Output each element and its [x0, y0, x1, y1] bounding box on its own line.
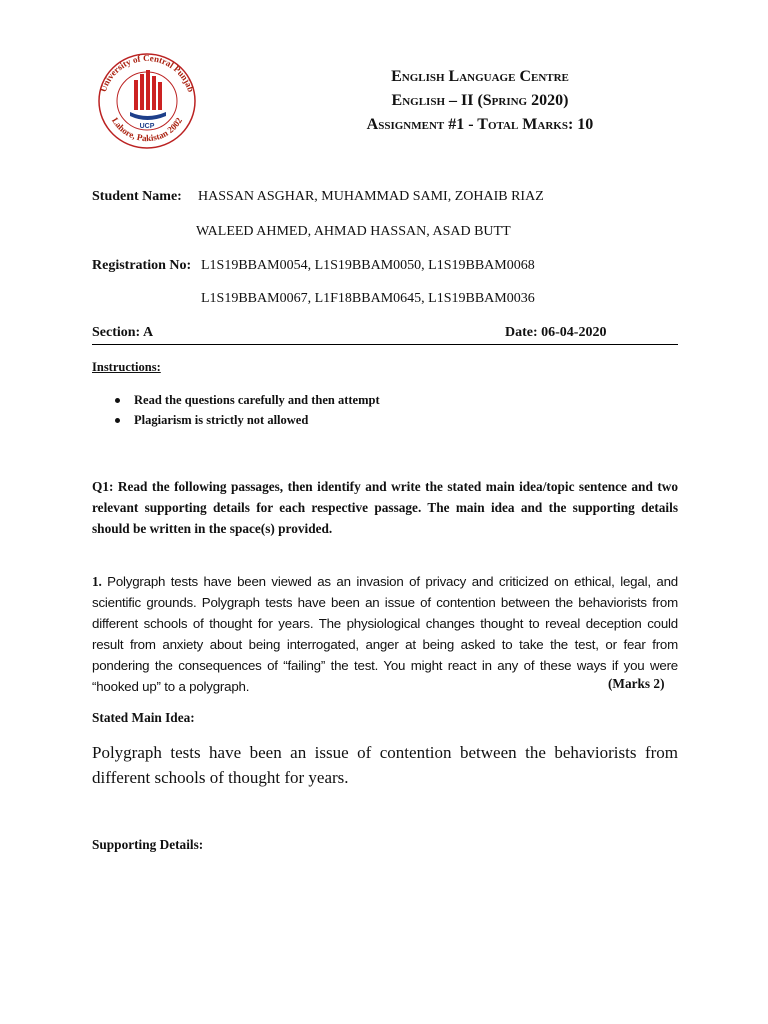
header-divider	[92, 344, 678, 345]
registration-label: Registration No:	[92, 258, 192, 273]
assignment-title: Assignment #1 - Total Marks: 10	[366, 116, 594, 133]
main-idea-answer: Polygraph tests have been an issue of contention between the behaviorists from different schools of thought for years.	[92, 743, 678, 787]
student-name-label: Student Name:	[92, 189, 182, 204]
registration-line2: L1S19BBAM0067, L1F18BBAM0645, L1S19BBAM0036	[201, 291, 535, 306]
passage-marks: (Marks 2)	[608, 676, 665, 691]
main-idea-label: Stated Main Idea:	[92, 710, 195, 725]
supporting-details-label: Supporting Details:	[92, 837, 204, 852]
svg-text:University of Central Punjab: University of Central Punjab	[97, 52, 197, 94]
bullet-icon	[115, 398, 120, 403]
question-text: Q1: Read the following passages, then identify and write the stated main idea/topic sentence and two relevant supporting details for each respective passage. The main idea and the supporting details should be written in the space(s) provided.	[92, 479, 678, 536]
passage-1	[92, 571, 678, 697]
date-text: Date: 06-04-2020	[505, 325, 607, 340]
university-logo	[86, 48, 208, 150]
instruction-item: Plagiarism is strictly not allowed	[115, 413, 308, 428]
passage-number: 1.	[92, 574, 102, 589]
student-names-line2: WALEED AHMED, AHMAD HASSAN, ASAD BUTT	[196, 224, 511, 239]
course-title: English – II (Spring 2020)	[391, 92, 569, 109]
centre-title: English Language Centre	[391, 68, 569, 85]
svg-text:Lahore, Pakistan 2002: Lahore, Pakistan 2002	[109, 115, 185, 144]
registration-line1: L1S19BBAM0054, L1S19BBAM0050, L1S19BBAM0068	[201, 258, 535, 273]
passage-text: Polygraph tests have been viewed as an invasion of privacy and criticized on ethical, legal, and scientific grounds. Polygraph tests have been an issue of contention between the behaviorists from different schools of thought for years. The physiological changes thought to reveal deception could result from anxiety about being interrogated, anger at being asked to take the test, or fear from pondering the consequences of “failing” the test. You might react in any of these ways if you were “hooked up” to a polygraph.	[92, 574, 678, 694]
svg-text:UCP: UCP	[139, 123, 155, 130]
section-text: Section: A	[92, 325, 154, 340]
instructions-title: Instructions:	[92, 360, 161, 374]
student-names-line1: HASSAN ASGHAR, MUHAMMAD SAMI, ZOHAIB RIAZ	[198, 189, 544, 204]
bullet-icon	[115, 418, 120, 423]
instruction-item: Read the questions carefully and then attempt	[115, 393, 380, 408]
